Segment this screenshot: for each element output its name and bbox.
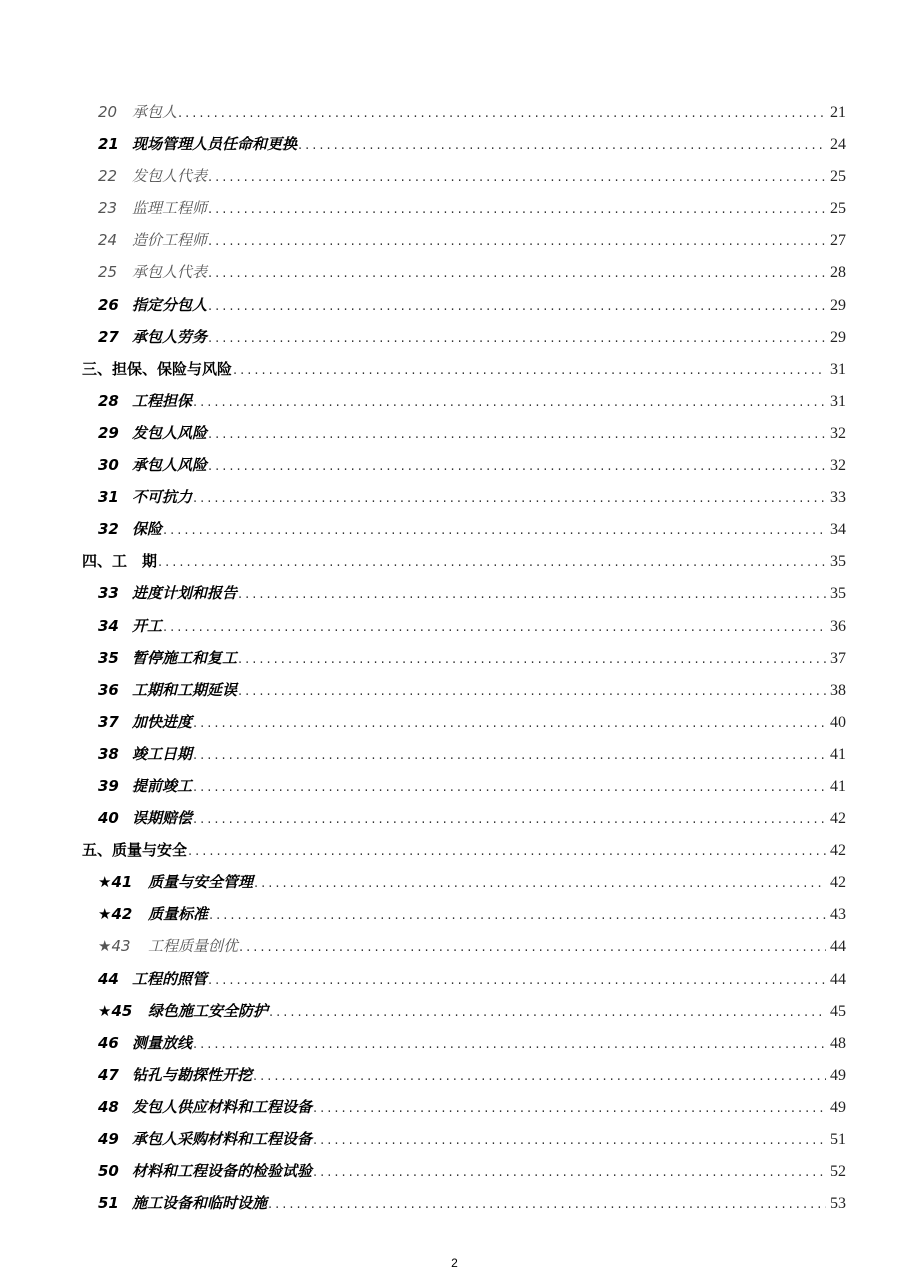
toc-entry-number: 31: [98, 488, 119, 507]
toc-entry-number: 39: [98, 776, 119, 795]
toc-entry-label: [82, 834, 187, 866]
toc-entry-page-number: 43: [830, 906, 846, 924]
toc-entry[interactable]: [82, 995, 846, 1027]
toc-entry-title: 现场管理人员任命和更换: [132, 135, 298, 154]
toc-entry-number: 50: [98, 1162, 119, 1181]
toc-entry-title: 发包人供应材料和工程设备: [132, 1097, 313, 1116]
toc-entry-label: [82, 610, 162, 642]
toc-entry[interactable]: [82, 417, 846, 449]
toc-entry-label: [82, 353, 232, 385]
toc-entry-title: 五、质量与安全: [82, 841, 188, 860]
toc-entry-number: 47: [98, 1065, 119, 1084]
toc-section-heading[interactable]: [82, 834, 846, 866]
toc-entry-title: 测量放线: [132, 1033, 193, 1052]
toc-entry-number: 28: [98, 391, 119, 410]
toc-entry-title: 竣工日期: [132, 744, 193, 763]
toc-entry[interactable]: [82, 481, 846, 513]
dot-leader: [268, 1189, 826, 1221]
toc-entry-title: 监理工程师: [132, 199, 208, 218]
dot-leader: [254, 868, 826, 900]
toc-entry-title: 承包人采购材料和工程设备: [132, 1130, 313, 1148]
toc-entry-number: 33: [98, 584, 119, 603]
toc-entry-title: 保险: [132, 520, 163, 539]
toc-entry-page-number: 24: [830, 136, 846, 154]
toc-entry-number: 36: [98, 680, 119, 699]
dot-leader: [193, 387, 826, 419]
toc-entry-page-number: 33: [830, 489, 846, 507]
toc-entry-number: 49: [98, 1130, 119, 1148]
toc-entry-label: [82, 1123, 312, 1155]
dot-leader: [208, 323, 826, 355]
toc-entry-page-number: 41: [830, 745, 846, 763]
toc-entry-title: 三、担保、保险与风险: [82, 359, 233, 378]
dot-leader: [163, 612, 826, 644]
toc-entry[interactable]: [82, 449, 846, 481]
toc-entry-title: 质量标准: [148, 905, 209, 924]
toc-entry[interactable]: [82, 1059, 846, 1091]
toc-entry-label: [82, 1187, 267, 1219]
toc-entry[interactable]: [82, 963, 846, 995]
toc-entry-title: 发包人代表: [132, 167, 208, 186]
toc-entry[interactable]: [82, 1123, 846, 1155]
toc-entry-title: 指定分包人: [132, 295, 208, 314]
toc-entry[interactable]: [82, 770, 846, 802]
toc-entry[interactable]: [82, 930, 846, 962]
toc-entry-number: 29: [98, 423, 119, 442]
toc-entry-page-number: 21: [830, 104, 846, 121]
toc-entry-label: [82, 192, 207, 224]
toc-entry-page-number: 42: [830, 874, 846, 892]
toc-entry-title: 承包人: [132, 103, 178, 121]
toc-entry[interactable]: [82, 642, 846, 674]
toc-entry-title: 承包人风险: [132, 456, 208, 475]
toc-entry[interactable]: [82, 898, 846, 930]
toc-entry-page-number: 42: [830, 842, 846, 860]
toc-entry-page-number: 31: [830, 360, 846, 378]
toc-entry[interactable]: [82, 674, 846, 706]
toc-entry-number: 37: [98, 712, 119, 731]
toc-entry[interactable]: [82, 706, 846, 738]
toc-entry-label: [82, 1091, 312, 1123]
toc-entry-label: [82, 738, 192, 770]
toc-entry-number: 20: [98, 103, 118, 121]
toc-entry[interactable]: [82, 224, 846, 256]
toc-entry-label: [82, 930, 238, 962]
toc-entry-page-number: 44: [830, 938, 846, 956]
toc-entry-title: 暂停施工和复工: [132, 648, 238, 667]
dot-leader: [193, 772, 826, 804]
toc-section-heading[interactable]: [82, 353, 846, 385]
toc-entry-title: 钻孔与勘探性开挖: [132, 1065, 253, 1084]
dot-leader: [208, 291, 826, 323]
dot-leader: [208, 226, 826, 258]
dot-leader: [188, 836, 826, 868]
dot-leader: [239, 932, 826, 964]
toc-entry-title: 工期和工期延误: [132, 680, 238, 699]
toc-entry[interactable]: [82, 256, 846, 288]
toc-entry-number: ★41: [98, 873, 133, 892]
toc-entry-page-number: 27: [830, 232, 846, 250]
toc-entry-label: [82, 385, 192, 417]
dot-leader: [208, 194, 826, 226]
toc-entry[interactable]: [82, 738, 846, 770]
dot-leader: [313, 1093, 826, 1125]
dot-leader: [208, 162, 826, 194]
toc-entry-title: 加快进度: [132, 712, 193, 731]
dot-leader: [158, 547, 826, 579]
dot-leader: [238, 644, 826, 676]
toc-entry-page-number: 41: [830, 777, 846, 795]
toc-entry-number: ★42: [98, 905, 133, 924]
dot-leader: [193, 740, 826, 772]
toc-entry[interactable]: [82, 513, 846, 545]
toc-entry-label: [82, 642, 237, 674]
dot-leader: [298, 130, 826, 162]
dot-leader: [208, 419, 826, 451]
toc-entry-label: [82, 160, 207, 192]
toc-section-heading[interactable]: [82, 545, 846, 577]
toc-entry-page-number: 32: [830, 457, 846, 475]
toc-entry-label: [82, 321, 207, 353]
toc-entry-page-number: 49: [830, 1066, 846, 1084]
toc-entry-title: 质量与安全管理: [148, 873, 254, 892]
toc-entry-label: [82, 674, 237, 706]
toc-entry-page-number: 48: [830, 1034, 846, 1052]
toc-entry-title: 造价工程师: [132, 231, 208, 250]
toc-entry-label: [82, 898, 208, 930]
toc-entry-label: [82, 706, 192, 738]
table-of-contents: [82, 96, 846, 1219]
toc-entry-title: 进度计划和报告: [132, 584, 238, 603]
toc-entry[interactable]: [82, 96, 846, 128]
toc-entry-title: 误期赔偿: [132, 809, 193, 828]
toc-entry-label: [82, 449, 207, 481]
toc-entry[interactable]: [82, 577, 846, 609]
toc-entry-number: 46: [98, 1033, 119, 1052]
toc-entry-title: 施工设备和临时设施: [132, 1194, 268, 1213]
toc-entry[interactable]: [82, 289, 846, 321]
toc-entry[interactable]: [82, 866, 846, 898]
toc-entry-label: [82, 96, 177, 128]
toc-entry-page-number: 42: [830, 810, 846, 828]
toc-entry-page-number: 44: [830, 970, 846, 988]
toc-entry-label: [82, 417, 207, 449]
toc-entry-title: 不可抗力: [132, 488, 193, 507]
dot-leader: [208, 258, 826, 290]
toc-entry-label: [82, 289, 207, 321]
toc-entry-label: [82, 866, 253, 898]
toc-entry-number: 23: [98, 199, 118, 218]
toc-entry-title: 工程担保: [132, 391, 193, 410]
toc-entry[interactable]: [82, 192, 846, 224]
toc-entry-number: 35: [98, 648, 119, 667]
toc-entry-label: [82, 577, 237, 609]
dot-leader: [193, 708, 826, 740]
toc-entry-page-number: 52: [830, 1163, 846, 1181]
toc-entry-title: 材料和工程设备的检验试验: [132, 1162, 313, 1181]
toc-entry-page-number: 25: [830, 168, 846, 186]
toc-entry-page-number: 37: [830, 649, 846, 667]
toc-entry-number: 51: [98, 1194, 119, 1213]
toc-entry-page-number: 51: [830, 1131, 846, 1148]
toc-entry-label: [82, 1027, 192, 1059]
toc-entry-title: 提前竣工: [132, 776, 193, 795]
toc-entry-page-number: 40: [830, 713, 846, 731]
toc-entry-page-number: 32: [830, 424, 846, 442]
dot-leader: [178, 98, 826, 130]
toc-entry-page-number: 25: [830, 200, 846, 218]
toc-entry-title: 工程的照管: [132, 969, 208, 988]
toc-entry-number: 26: [98, 295, 119, 314]
toc-entry-page-number: 36: [830, 617, 846, 635]
dot-leader: [208, 965, 826, 997]
dot-leader: [233, 355, 826, 387]
dot-leader: [193, 804, 826, 836]
toc-entry-label: [82, 770, 192, 802]
toc-entry[interactable]: [82, 610, 846, 642]
dot-leader: [238, 676, 826, 708]
toc-entry-page-number: 31: [830, 392, 846, 410]
toc-entry-number: 27: [98, 327, 119, 346]
toc-entry[interactable]: [82, 321, 846, 353]
toc-entry-number: 38: [98, 744, 119, 763]
dot-leader: [209, 900, 826, 932]
toc-entry-page-number: 38: [830, 681, 846, 699]
toc-entry-label: [82, 513, 162, 545]
toc-entry-title: 发包人风险: [132, 423, 208, 442]
toc-entry[interactable]: [82, 802, 846, 834]
dot-leader: [163, 515, 826, 547]
toc-entry-title: 工程质量创优: [148, 937, 239, 956]
toc-entry-page-number: 29: [830, 296, 846, 314]
toc-entry-title: 绿色施工安全防护: [148, 1001, 269, 1020]
dot-leader: [269, 997, 826, 1029]
toc-entry-number: ★43: [98, 937, 131, 956]
toc-entry-title: 承包人劳务: [132, 327, 208, 346]
dot-leader: [193, 1029, 826, 1061]
dot-leader: [253, 1061, 826, 1093]
toc-entry-label: [82, 963, 207, 995]
toc-entry-page-number: 45: [830, 1002, 846, 1020]
toc-entry-label: [82, 481, 192, 513]
toc-entry-number: 34: [98, 616, 119, 635]
toc-entry-number: 32: [98, 520, 119, 539]
toc-entry[interactable]: [82, 385, 846, 417]
toc-entry-number: 30: [98, 456, 119, 475]
toc-entry-page-number: 34: [830, 521, 846, 539]
toc-entry-title: 四、工 期: [82, 552, 158, 571]
toc-entry-label: [82, 802, 192, 834]
toc-entry[interactable]: [82, 1187, 846, 1219]
toc-entry-page-number: 49: [830, 1098, 846, 1116]
toc-entry[interactable]: [82, 128, 846, 160]
dot-leader: [208, 451, 826, 483]
toc-entry-page-number: 53: [830, 1195, 846, 1213]
toc-entry-label: [82, 224, 207, 256]
toc-entry-page-number: 35: [830, 553, 846, 571]
toc-entry[interactable]: [82, 1091, 846, 1123]
dot-leader: [313, 1157, 826, 1189]
dot-leader: [193, 483, 826, 515]
dot-leader: [313, 1125, 826, 1157]
toc-entry-title: 开工: [132, 616, 163, 635]
toc-entry-number: 22: [98, 167, 118, 186]
toc-entry-number: 21: [98, 135, 119, 154]
toc-entry-label: [82, 256, 207, 288]
dot-leader: [238, 579, 826, 611]
toc-entry[interactable]: [82, 1027, 846, 1059]
toc-entry[interactable]: [82, 160, 846, 192]
toc-entry-label: [82, 995, 268, 1027]
toc-entry-number: 24: [98, 231, 118, 250]
toc-entry-label: [82, 545, 157, 577]
toc-entry-label: [82, 1155, 312, 1187]
toc-entry-label: [82, 128, 297, 160]
toc-entry-label: [82, 1059, 252, 1091]
toc-entry-page-number: 29: [830, 328, 846, 346]
toc-entry-number: 25: [98, 263, 118, 282]
toc-entry-page-number: 28: [830, 264, 846, 282]
toc-entry-page-number: 35: [830, 585, 846, 603]
toc-entry-number: 44: [98, 969, 119, 988]
toc-entry-title: 承包人代表: [132, 263, 208, 282]
toc-entry-number: 48: [98, 1097, 119, 1116]
toc-entry-number: ★45: [98, 1001, 133, 1020]
toc-entry[interactable]: [82, 1155, 846, 1187]
page-number: 2: [451, 1256, 458, 1270]
toc-entry-number: 40: [98, 809, 119, 828]
